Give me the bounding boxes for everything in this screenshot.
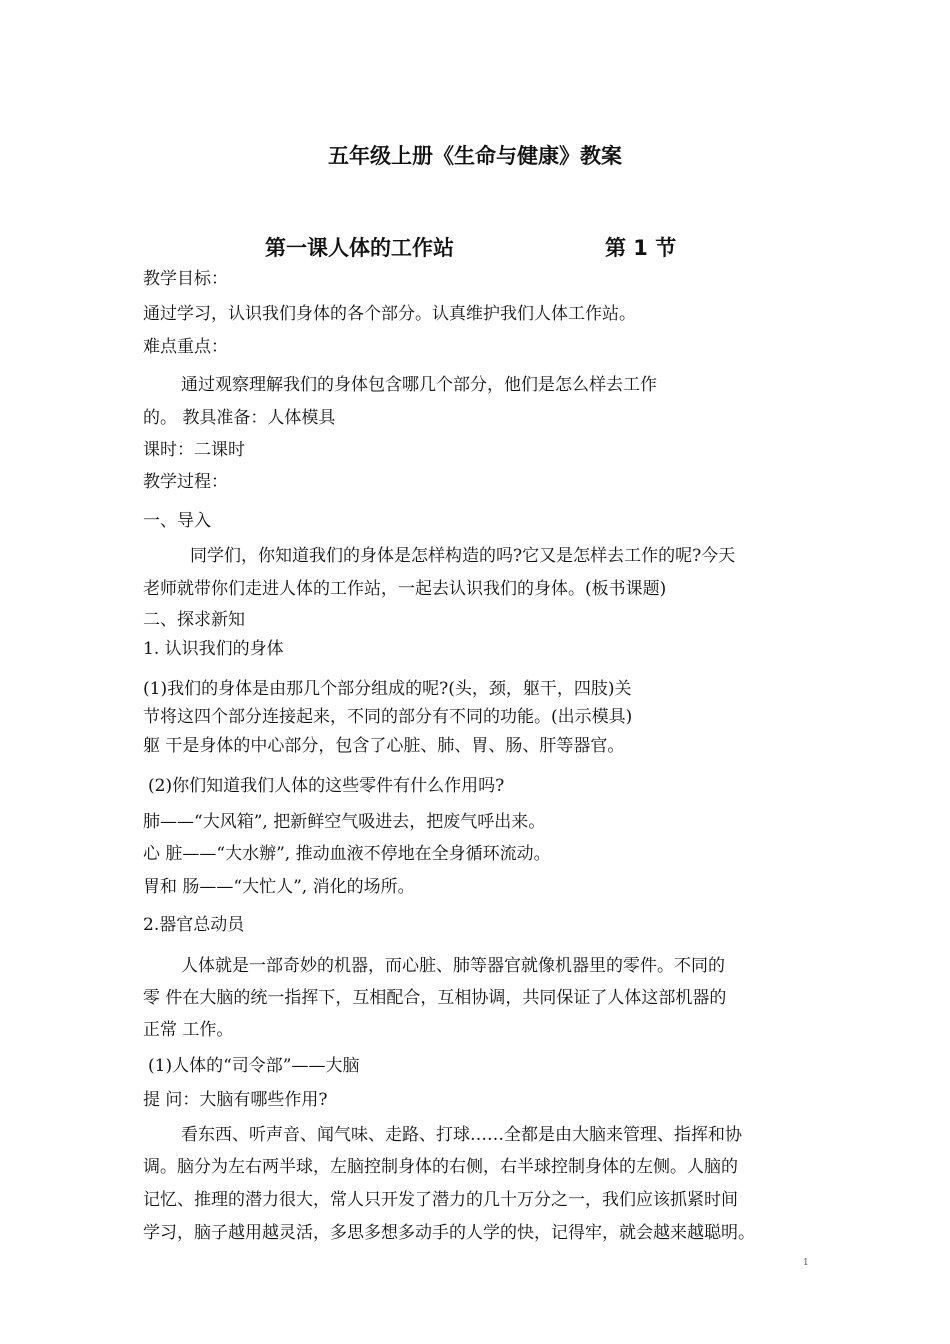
text-line: 调。脑分为左右两半球，左脑控制身体的右侧，右半球控制身体的左侧。人脑的 bbox=[143, 1157, 738, 1177]
text-line: 2.器官总动员 bbox=[143, 915, 245, 935]
text-line: 教学目标： bbox=[143, 269, 228, 289]
lesson-title: 第一课人体的工作站 bbox=[265, 236, 454, 260]
text-line: 1. 认识我们的身体 bbox=[143, 639, 284, 659]
text-line: (1)我们的身体是由那几个部分组成的呢?(头，颈，躯干，四肢)关 bbox=[143, 679, 632, 699]
text-line: 零 件在大脑的统一指挥下，互相配合，互相协调，共同保证了人体这部机器的 bbox=[143, 988, 727, 1008]
text-line: 教学过程： bbox=[143, 472, 228, 492]
text-line: 节将这四个部分连接起来，不同的部分有不同的功能。(出示模具) bbox=[143, 707, 633, 727]
text-line: (1)人体的“司令部”——大脑 bbox=[148, 1056, 360, 1076]
text-line: 课时：二课时 bbox=[143, 440, 245, 460]
document-title: 五年级上册《生命与健康》教案 bbox=[328, 144, 622, 168]
text-line: 通过观察理解我们的身体包含哪几个部分，他们是怎么样去工作 bbox=[181, 375, 657, 395]
page-number: 1 bbox=[803, 1258, 809, 1268]
text-line: 正常 工作。 bbox=[143, 1020, 234, 1040]
text-line: 学习，脑子越用越灵活，多思多想多动手的人学的快，记得牢，就会越来越聪明。 bbox=[143, 1223, 755, 1243]
text-line: 二、探求新知 bbox=[143, 610, 245, 630]
text-line: 人体就是一部奇妙的机器，而心脏、肺等器官就像机器里的零件。不同的 bbox=[181, 956, 725, 976]
text-line: 老师就带你们走进人体的工作站，一起去认识我们的身体。(板书课题) bbox=[143, 579, 667, 599]
text-line: 通过学习，认识我们身体的各个部分。认真维护我们人体工作站。 bbox=[143, 304, 636, 324]
text-line: 躯 干是身体的中心部分，包含了心脏、肺、胃、肠、肝等器官。 bbox=[143, 736, 625, 756]
text-line: 同学们，你知道我们的身体是怎样构造的吗?它又是怎样去工作的呢?今天 bbox=[190, 546, 736, 566]
text-line: 胃和 肠——“大忙人”, 消化的场所。 bbox=[143, 877, 415, 897]
text-line: 提 问：大脑有哪些作用? bbox=[143, 1090, 328, 1110]
section-label: 第 1 节 bbox=[605, 236, 677, 260]
text-line: 记忆、推理的潜力很大，常人只开发了潜力的几十万分之一，我们应该抓紧时间 bbox=[143, 1190, 738, 1210]
text-line: 心 脏——“大水辦”, 推动血液不停地在全身循环流动。 bbox=[143, 844, 551, 864]
text-line: 看东西、听声音、闻气味、走路、打球……全都是由大脑来管理、指挥和协 bbox=[181, 1125, 742, 1145]
text-line: 肺——“大风箱”, 把新鲜空气吸进去，把废气呼出来。 bbox=[143, 812, 546, 832]
text-line: 难点重点： bbox=[143, 337, 228, 357]
text-line: (2)你们知道我们人体的这些零件有什么作用吗? bbox=[148, 776, 505, 796]
text-line: 的。 教具准备：人体模具 bbox=[143, 408, 336, 428]
text-line: 一、导入 bbox=[143, 511, 211, 531]
